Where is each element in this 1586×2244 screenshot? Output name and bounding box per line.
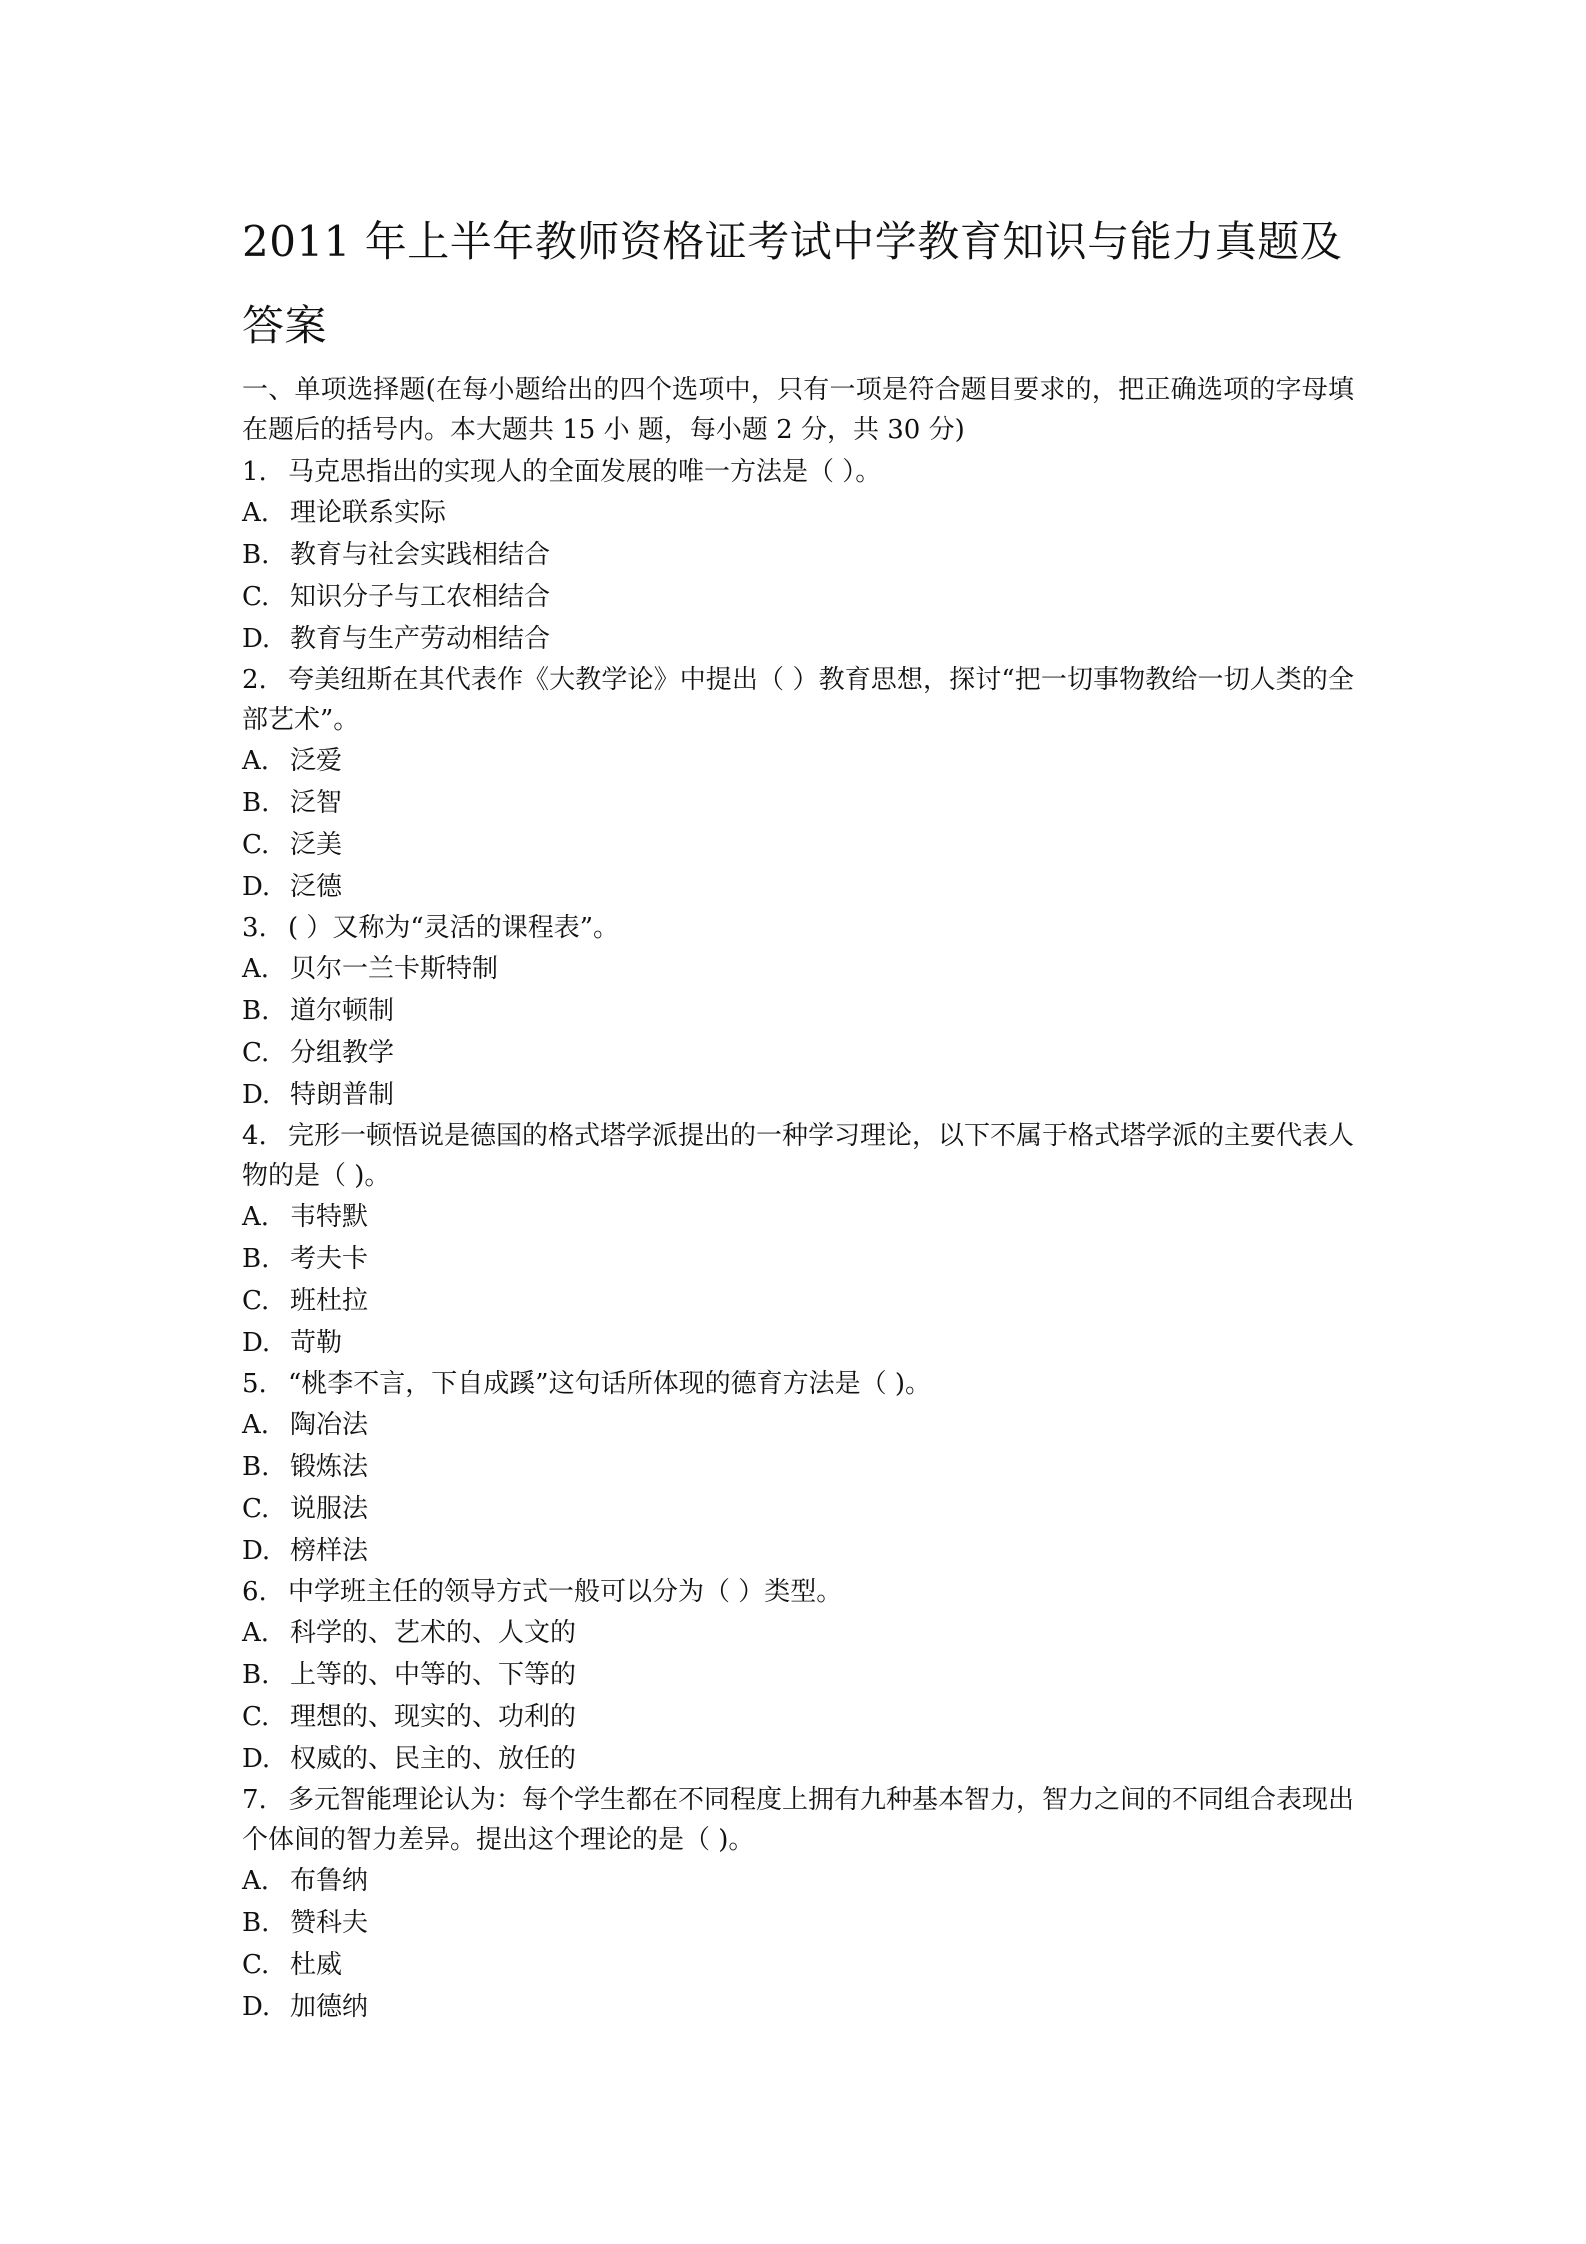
option-letter: A. (242, 1410, 270, 1440)
question-5 (242, 1364, 1354, 1572)
answer-option (242, 1654, 1354, 1696)
option-text: 考夫卡 (290, 1244, 369, 1274)
option-letter: C. (242, 1950, 270, 1980)
option-letter: D. (242, 1744, 271, 1774)
answer-option (242, 1196, 1354, 1238)
option-text: 韦特默 (290, 1202, 369, 1232)
question-3 (242, 908, 1354, 1116)
option-letter: A. (242, 1618, 270, 1648)
option-text: 泛爱 (290, 746, 343, 776)
question-number: 4. (242, 1121, 267, 1151)
answer-option (242, 1322, 1354, 1364)
question-list (242, 452, 1354, 2028)
option-letter: B. (242, 788, 270, 818)
question-text: 完形一顿悟说是德国的格式塔学派提出的一种学习理论，以下不属于格式塔学派的主要代表人物的是（ )。 (242, 1121, 1355, 1191)
question-text: 多元智能理论认为：每个学生都在不同程度上拥有九种基本智力，智力之间的不同组合表现出个体间的智力差异。提出这个理论的是（ )。 (242, 1785, 1355, 1855)
answer-option (242, 1902, 1354, 1944)
option-text: 泛美 (290, 830, 343, 860)
answer-option (242, 1404, 1354, 1446)
answer-option (242, 948, 1354, 990)
option-text: 权威的、民主的、放任的 (290, 1744, 577, 1774)
section-instructions: 一、单项选择题(在每小题给出的四个选项中，只有一项是符合题目要求的，把正确选项的字母填在题后的括号内。本大题共 15 小 题，每小题 2 分，共 30 分) (242, 375, 1354, 445)
answer-option (242, 576, 1354, 618)
answer-option (242, 492, 1354, 534)
option-text: 榜样法 (290, 1536, 369, 1566)
answer-option (242, 990, 1354, 1032)
question-2 (242, 660, 1354, 908)
question-1 (242, 452, 1354, 660)
answer-option (242, 1944, 1354, 1986)
option-letter: D. (242, 872, 271, 902)
question-4 (242, 1116, 1354, 1364)
option-text: 理想的、现实的、功利的 (290, 1702, 577, 1732)
answer-option (242, 1738, 1354, 1780)
option-letter: A. (242, 498, 270, 528)
document-title: 2011 年上半年教师资格证考试中学教育知识与能力真题及答案 (242, 217, 1343, 350)
option-text: 班杜拉 (290, 1286, 369, 1316)
question-number: 1. (242, 457, 267, 487)
option-letter: C. (242, 582, 270, 612)
option-letter: B. (242, 1244, 270, 1274)
option-text: 加德纳 (290, 1992, 369, 2022)
answer-option (242, 534, 1354, 576)
option-text: 陶冶法 (290, 1410, 369, 1440)
option-text: 杜威 (290, 1950, 343, 1980)
option-text: 贝尔一兰卡斯特制 (290, 954, 499, 984)
question-text: ( ）又称为“灵活的课程表”。 (288, 913, 619, 943)
option-text: 特朗普制 (290, 1080, 395, 1110)
option-text: 分组教学 (290, 1038, 395, 1068)
answer-option (242, 1488, 1354, 1530)
option-text: 知识分子与工农相结合 (290, 582, 551, 612)
answer-option (242, 740, 1354, 782)
option-letter: D. (242, 624, 271, 654)
option-text: 说服法 (290, 1494, 369, 1524)
option-letter: A. (242, 1866, 270, 1896)
question-stem (242, 1116, 1354, 1196)
option-letter: B. (242, 1452, 270, 1482)
answer-option (242, 866, 1354, 908)
option-text: 泛智 (290, 788, 343, 818)
option-text: 理论联系实际 (290, 498, 447, 528)
question-stem (242, 1572, 1354, 1612)
question-stem (242, 1780, 1354, 1860)
option-letter: C. (242, 1038, 270, 1068)
question-text: 夸美纽斯在其代表作《大教学论》中提出（ ）教育思想，探讨“把一切事物教给一切人类的全部艺术”。 (242, 665, 1354, 735)
option-letter: A. (242, 746, 270, 776)
answer-option (242, 824, 1354, 866)
answer-option (242, 1696, 1354, 1738)
question-text: 中学班主任的领导方式一般可以分为（ ）类型。 (288, 1577, 843, 1607)
question-stem (242, 908, 1354, 948)
answer-option (242, 1860, 1354, 1902)
question-stem (242, 452, 1354, 492)
answer-option (242, 1238, 1354, 1280)
answer-option (242, 782, 1354, 824)
answer-option (242, 1612, 1354, 1654)
option-letter: D. (242, 1536, 271, 1566)
answer-option (242, 618, 1354, 660)
option-text: 布鲁纳 (290, 1866, 369, 1896)
option-text: 教育与生产劳动相结合 (290, 624, 551, 654)
answer-option (242, 1530, 1354, 1572)
question-number: 2. (242, 665, 267, 695)
option-letter: A. (242, 1202, 270, 1232)
answer-option (242, 1280, 1354, 1322)
option-text: 锻炼法 (290, 1452, 369, 1482)
option-text: 教育与社会实践相结合 (290, 540, 551, 570)
option-text: 上等的、中等的、下等的 (290, 1660, 577, 1690)
option-letter: C. (242, 830, 270, 860)
option-text: 苛勒 (290, 1328, 343, 1358)
document-content (242, 200, 1354, 2028)
option-text: 道尔顿制 (290, 996, 395, 1026)
option-letter: C. (242, 1702, 270, 1732)
answer-option (242, 1032, 1354, 1074)
option-letter: B. (242, 996, 270, 1026)
option-letter: D. (242, 1992, 271, 2022)
answer-option (242, 1986, 1354, 2028)
question-text: 马克思指出的实现人的全面发展的唯一方法是（ ）。 (288, 457, 882, 487)
option-letter: D. (242, 1080, 271, 1110)
question-number: 3. (242, 913, 267, 943)
option-letter: C. (242, 1286, 270, 1316)
question-stem (242, 660, 1354, 740)
option-text: 赞科夫 (290, 1908, 369, 1938)
question-number: 5. (242, 1369, 267, 1399)
option-letter: D. (242, 1328, 271, 1358)
option-letter: B. (242, 1660, 270, 1690)
option-letter: C. (242, 1494, 270, 1524)
option-letter: B. (242, 1908, 270, 1938)
question-stem (242, 1364, 1354, 1404)
option-text: 科学的、艺术的、人文的 (290, 1618, 577, 1648)
answer-option (242, 1074, 1354, 1116)
question-number: 6. (242, 1577, 267, 1607)
answer-option (242, 1446, 1354, 1488)
question-text: “桃李不言，下自成蹊”这句话所体现的德育方法是（ )。 (288, 1369, 931, 1399)
option-text: 泛德 (290, 872, 343, 902)
option-letter: B. (242, 540, 270, 570)
question-6 (242, 1572, 1354, 1780)
option-letter: A. (242, 954, 270, 984)
question-number: 7. (242, 1785, 267, 1815)
question-7 (242, 1780, 1354, 2028)
